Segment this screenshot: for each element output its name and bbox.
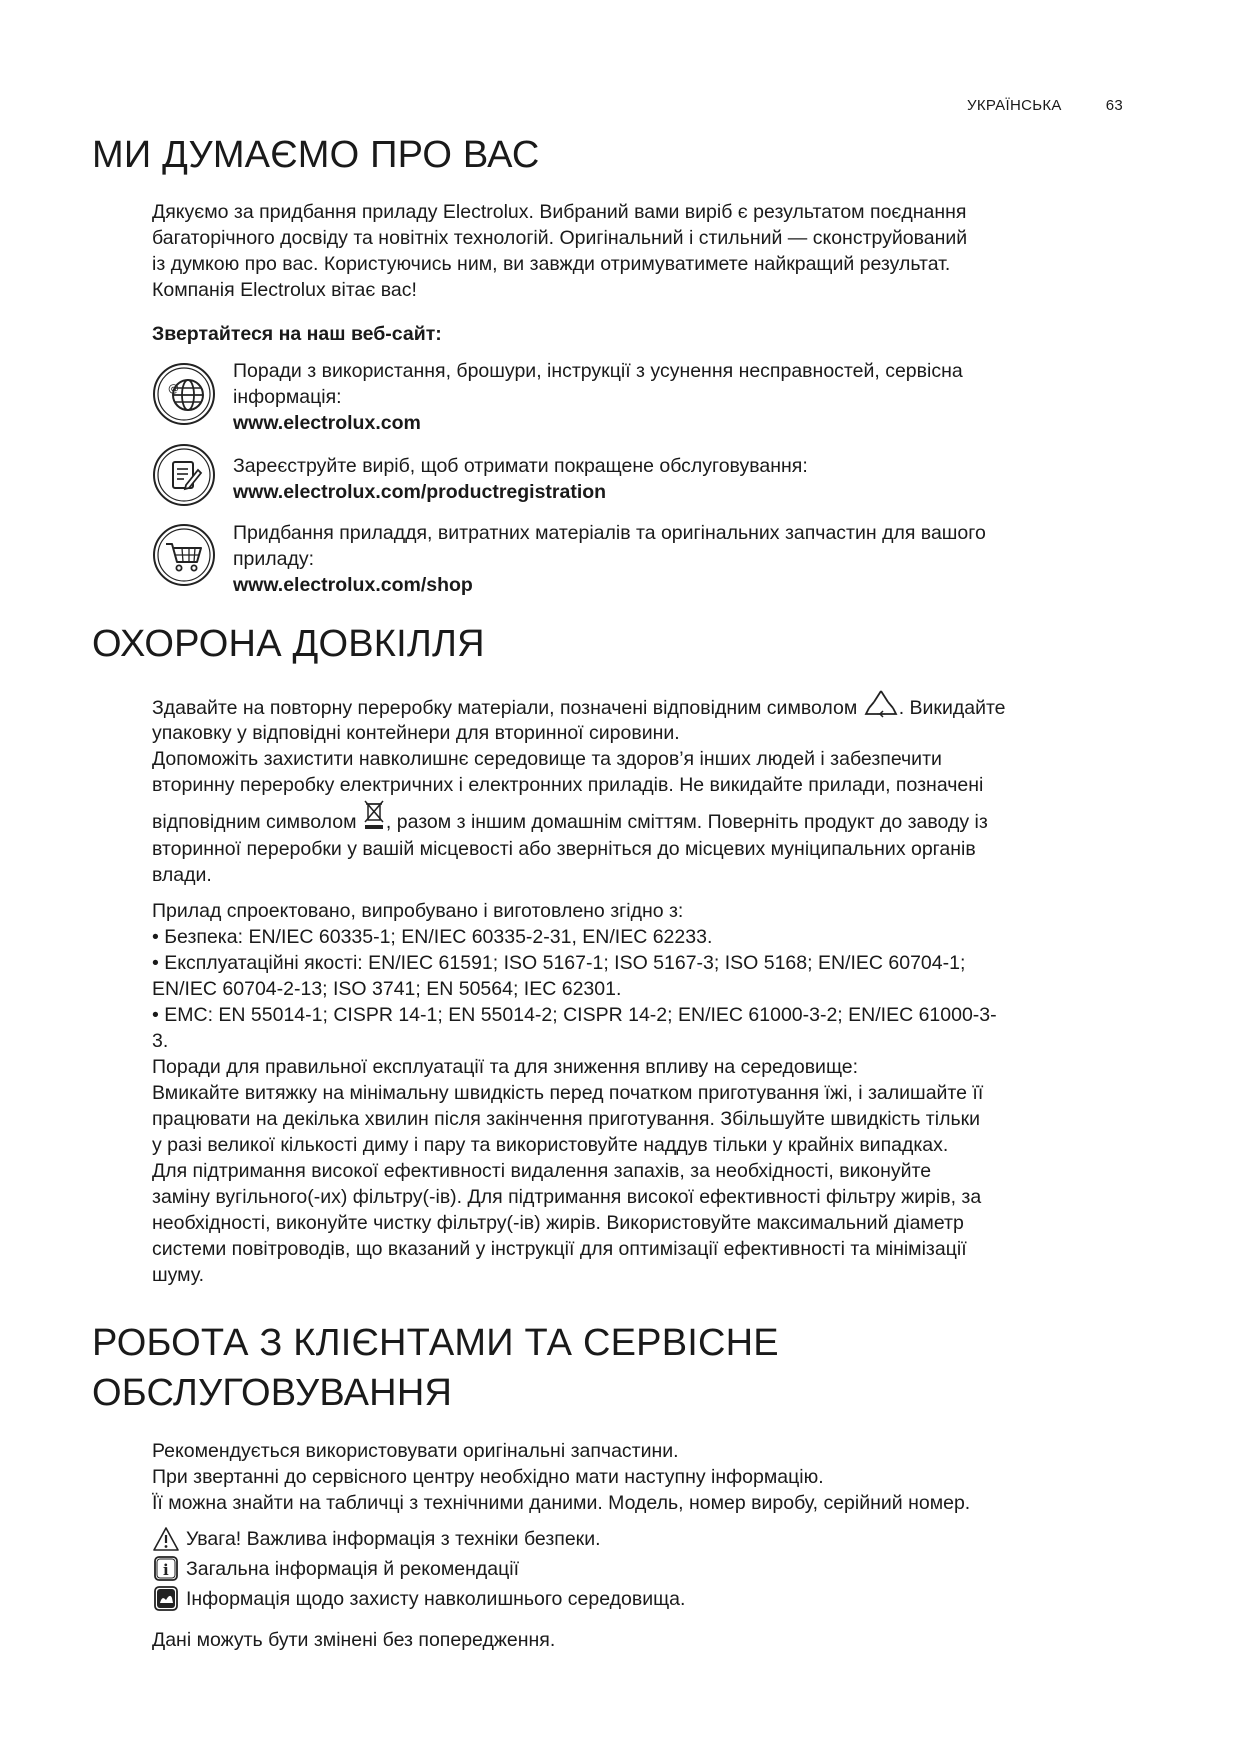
link-item-website	[233, 358, 1113, 436]
tips-line: необхідності, виконуйте чистку фільтру(-ів) жирів. Використовуйте максимальний діаметр	[152, 1212, 964, 1234]
warning-icon	[152, 1526, 182, 1552]
page-header	[967, 97, 1123, 114]
link-desc-line: інформація:	[233, 386, 342, 408]
tips-line: Поради для правильної експлуатації та для зниження впливу на середовище:	[152, 1056, 859, 1078]
tips-line: Для підтримання високої ефективності видалення запахів, за необхідності, виконуйте	[152, 1160, 932, 1182]
section-title-environment: ОХОРОНА ДОВКІЛЛЯ	[92, 623, 485, 665]
section-title-customer-care	[92, 1318, 779, 1418]
note-warning	[152, 1526, 601, 1552]
recycle-text: . Викидайте	[898, 697, 1006, 719]
tips-line: працювати на декілька хвилин після закінчення приготування. Збільшуйте швидкість тільки	[152, 1108, 981, 1130]
link-desc-line: приладу:	[233, 548, 315, 570]
environment-paragraph	[152, 688, 1132, 1288]
environment-line: вторинної переробки у вашій місцевості або зверніться до місцевих муніципальних органів	[152, 838, 976, 860]
note-environment	[152, 1586, 685, 1612]
weee-text: відповідним символом	[152, 811, 357, 833]
intro-line: Дякуємо за придбання приладу Electrolux. Вибраний вами виріб є результатом поєднання	[152, 201, 967, 223]
note-info	[152, 1556, 519, 1582]
environment-line: вторинну переробку електричних і електронних приладів. Не викидайте прилади, позначені	[152, 774, 984, 796]
link-url-shop[interactable]: www.electrolux.com/shop	[233, 574, 473, 596]
link-desc-line: Зареєструйте виріб, щоб отримати покращене обслуговування:	[233, 455, 808, 477]
website-heading: Звертайтеся на наш веб-сайт:	[152, 323, 442, 345]
shopping-cart-icon	[152, 523, 216, 587]
recycle-line	[152, 688, 1132, 720]
info-icon	[152, 1556, 182, 1582]
environment-line: Допоможіть захистити навколишнє середовище та здоров’я інших людей і забезпечити	[152, 748, 942, 770]
note-text: Увага! Важлива інформація з техніки безпеки.	[186, 1528, 601, 1550]
link-url-registration[interactable]: www.electrolux.com/productregistration	[233, 481, 607, 503]
svg-text:@: @	[168, 382, 179, 395]
weee-text: , разом з іншим домашнім сміттям. Поверніть продукт до заводу із	[385, 811, 988, 833]
intro-line: Компанія Electrolux вітає вас!	[152, 279, 417, 301]
tips-line: системи повітроводів, що вказаний у інструкції для оптимізації ефективності та мінімізації	[152, 1238, 967, 1260]
link-url-website[interactable]: www.electrolux.com	[233, 412, 421, 434]
intro-line: із думкою про вас. Користуючись ним, ви завжди отримуватимете найкращий результат.	[152, 253, 951, 275]
standards-line: Прилад спроектовано, випробувано і виготовлено згідно з:	[152, 900, 684, 922]
tips-line: у разі великої кількості диму і пару та використовуйте наддув тільки у крайніх випадках.	[152, 1134, 949, 1156]
globe-icon	[152, 362, 216, 426]
standards-line: • Експлуатаційні якості: EN/IEC 61591; ISO 5167-1; ISO 5167-3; ISO 5168; EN/IEC 60704-1;	[152, 952, 966, 974]
service-line: Рекомендується використовувати оригінальні запчастини.	[152, 1440, 679, 1462]
language-label: УКРАЇНСЬКА	[967, 97, 1062, 114]
standards-line: • Безпека: EN/IEC 60335-1; EN/IEC 60335-2-31, EN/IEC 62233.	[152, 926, 713, 948]
tips-line: заміну вугільного(-их) фільтру(-ів). Для підтримання високої ефективності фільтру жирів, за	[152, 1186, 982, 1208]
link-item-registration	[233, 453, 1113, 505]
environment-line: упаковку у відповідні контейнери для вторинної сировини.	[152, 722, 680, 744]
note-text: Інформація щодо захисту навколишнього середовища.	[186, 1588, 686, 1610]
environment-line: влади.	[152, 864, 212, 886]
note-text: Загальна інформація й рекомендації	[186, 1558, 520, 1580]
recycle-text: Здавайте на повторну переробку матеріали, позначені відповідним символом	[152, 697, 858, 719]
registration-icon	[152, 443, 216, 507]
service-line: При звертанні до сервісного центру необхідно мати наступну інформацію.	[152, 1466, 824, 1488]
svg-text:i: i	[163, 1561, 169, 1579]
standards-line: • EMC: EN 55014-1; CISPR 14-1; EN 55014-2; CISPR 14-2; EN/IEC 61000-3-2; EN/IEC 61000-3-	[152, 1004, 997, 1026]
service-paragraph	[152, 1438, 1132, 1516]
weee-line	[152, 798, 1132, 836]
section-title-line: ОБСЛУГОВУВАННЯ	[92, 1372, 453, 1414]
link-desc-line: Поради з використання, брошури, інструкції з усунення несправностей, сервісна	[233, 360, 963, 382]
link-desc-line: Придбання приладдя, витратних матеріалів та оригінальних запчастин для вашого	[233, 522, 986, 544]
disclaimer-text: Дані можуть бути змінені без попередження.	[152, 1629, 556, 1651]
service-line: Її можна знайти на табличці з технічними даними. Модель, номер виробу, серійний номер.	[152, 1492, 971, 1514]
tips-line: Вмикайте витяжку на мінімальну швидкість перед початком приготування їжі, і залишайте її	[152, 1082, 984, 1104]
link-item-shop	[233, 520, 1113, 598]
standards-line: EN/IEC 60704-2-13; ISO 3741; EN 50564; IEC 62301.	[152, 978, 622, 1000]
intro-paragraph	[152, 199, 1112, 303]
tips-line: шуму.	[152, 1264, 205, 1286]
page-number: 63	[1105, 97, 1123, 114]
intro-line: багаторічного досвіду та новітніх технологій. Оригінальний і стильний — сконструйований	[152, 227, 968, 249]
environment-icon	[152, 1586, 182, 1612]
section-title-line: РОБОТА З КЛІЄНТАМИ ТА СЕРВІСНЕ	[92, 1322, 779, 1364]
section-title-we-care: МИ ДУМАЄМО ПРО ВАС	[92, 134, 540, 176]
recycle-icon	[863, 688, 899, 728]
standards-line: 3.	[152, 1030, 169, 1052]
